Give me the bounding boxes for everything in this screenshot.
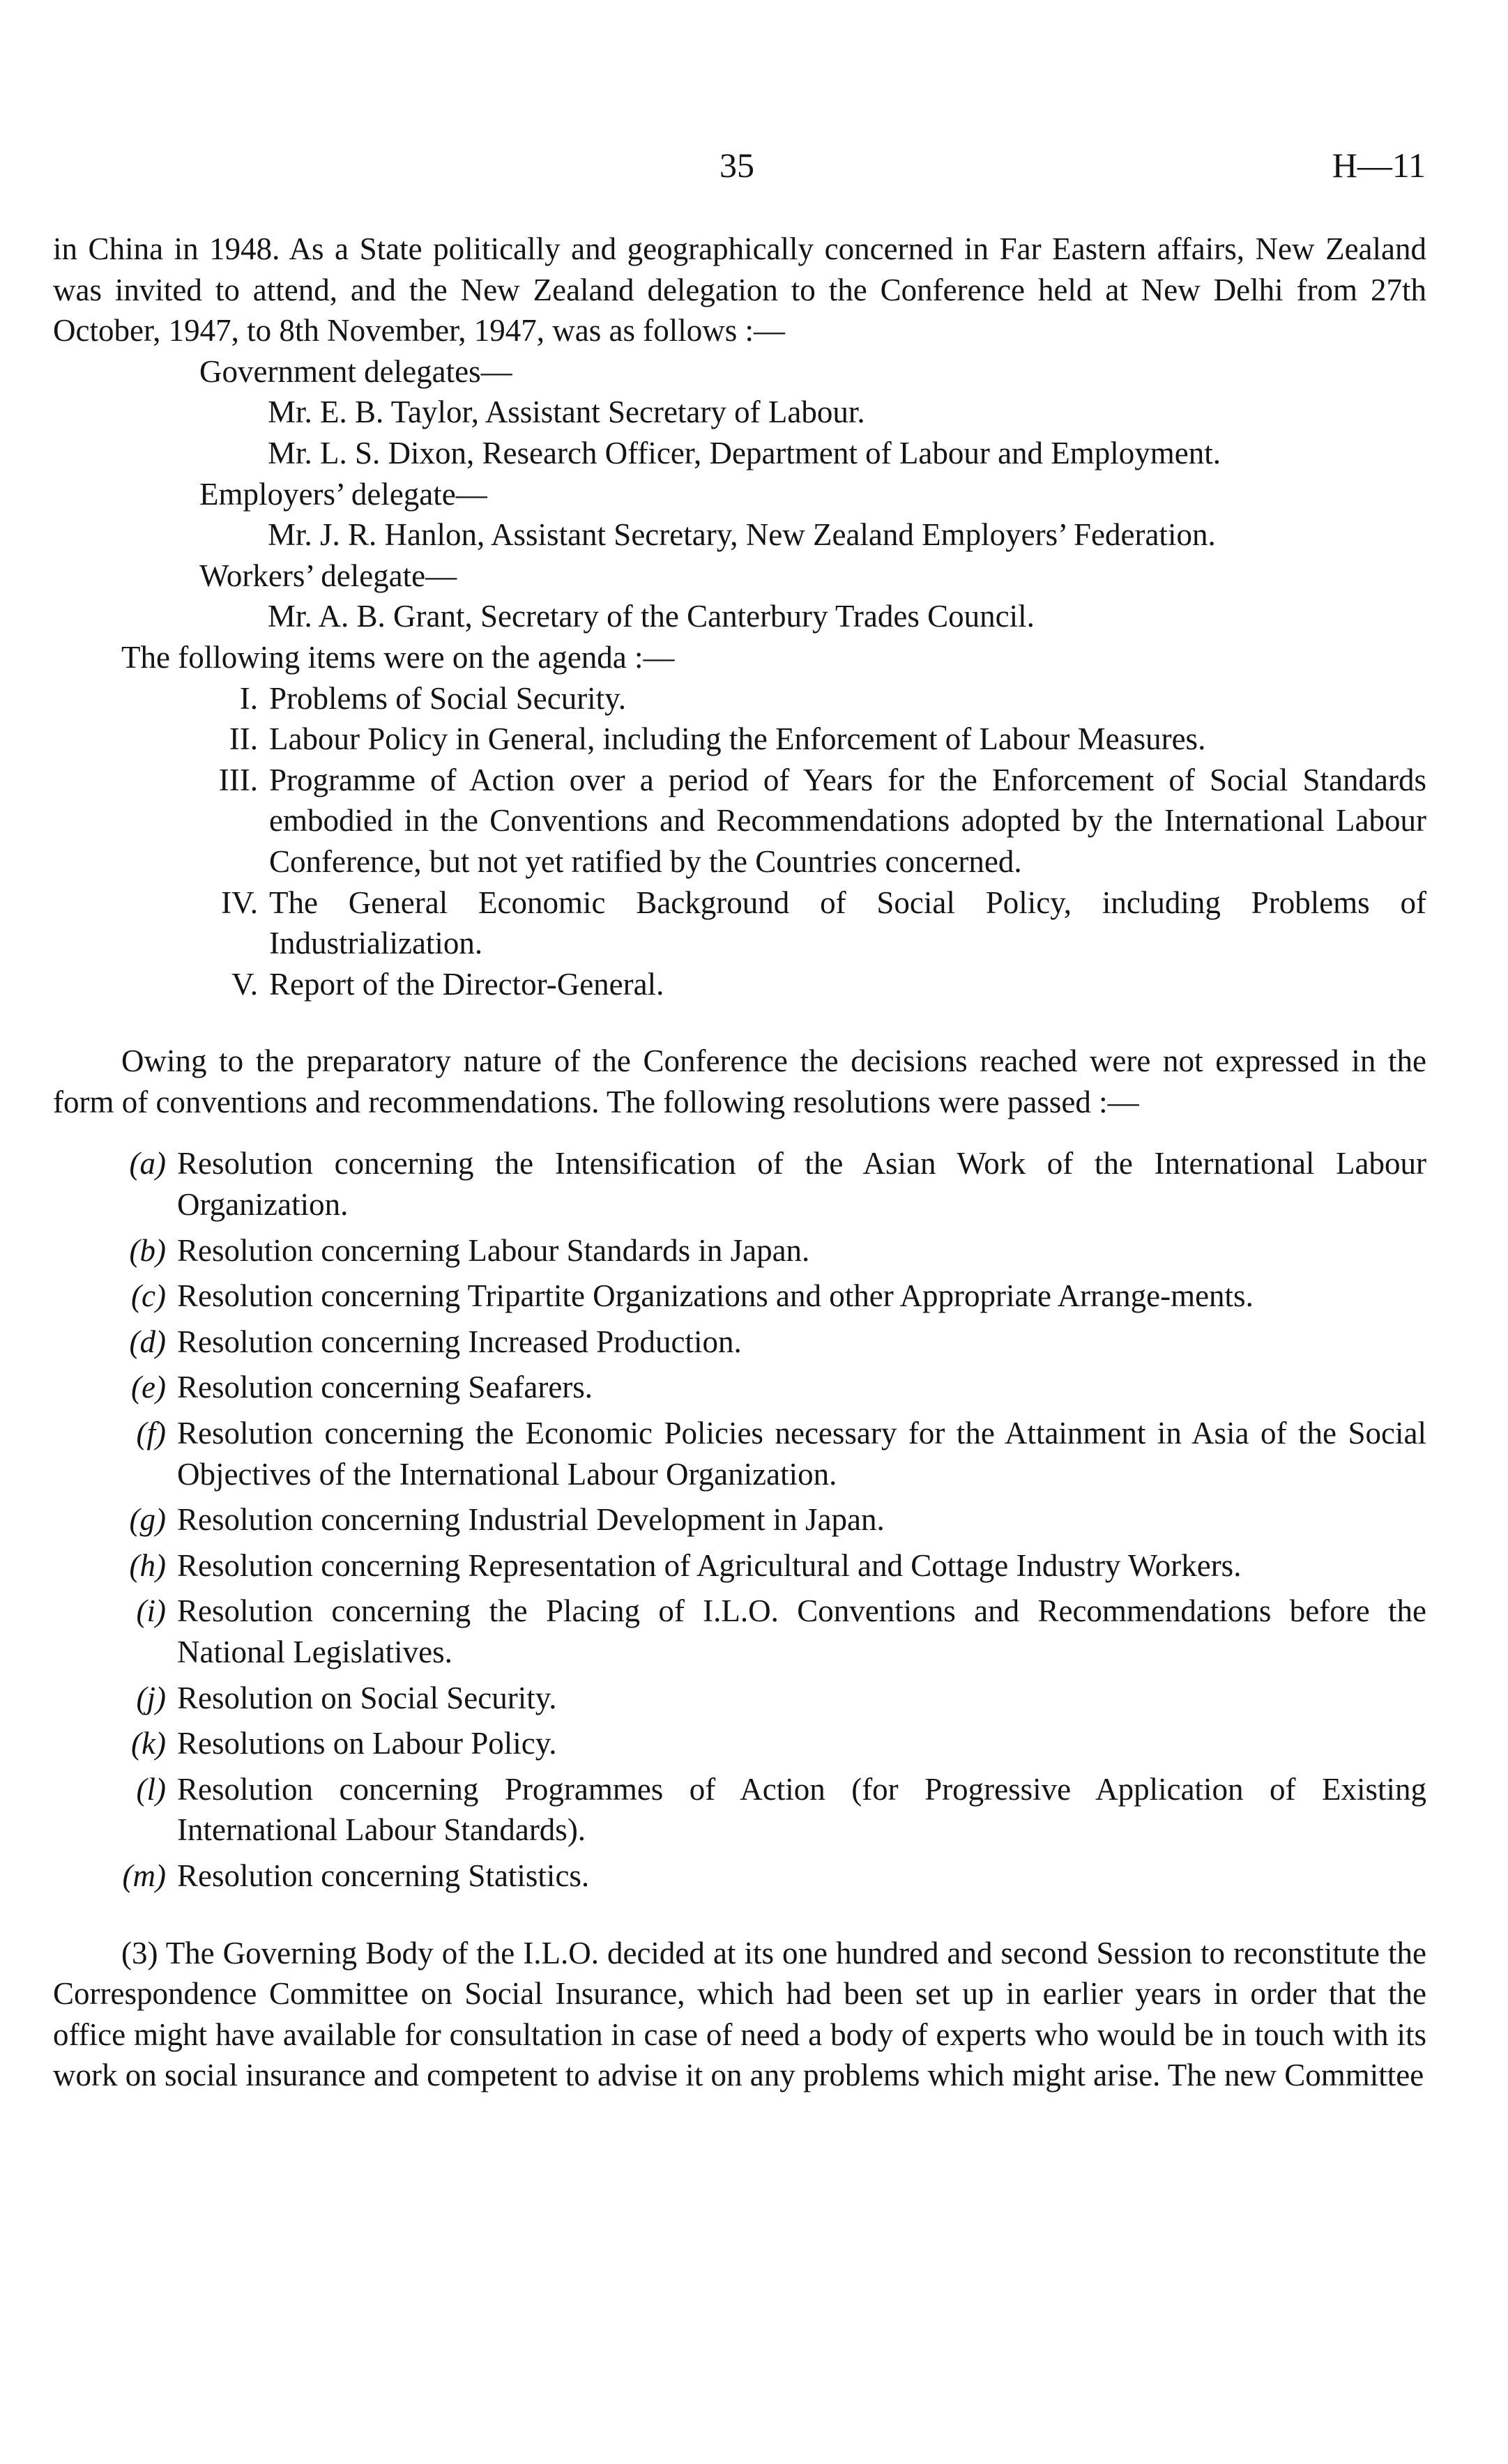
government-delegate: Mr. L. S. Dixon, Research Officer, Department of Labour and Employment. xyxy=(268,435,1221,470)
resolution-text: Resolution concerning Programmes of Action (for Progressive Application of Existing International Labour Standards). xyxy=(177,1771,1426,1848)
resolution-item xyxy=(53,1678,1426,1719)
resolution-text: Resolution concerning the Intensification of the Asian Work of the International Labour Organization. xyxy=(177,1146,1426,1223)
resolution-item xyxy=(53,1855,1426,1897)
employers-delegate-label: Employers’ delegate— xyxy=(199,476,487,512)
employers-delegate: Mr. J. R. Hanlon, Assistant Secretary, New Zealand Employers’ Federation. xyxy=(268,517,1216,553)
resolution-letter: (m) xyxy=(122,1858,166,1893)
agenda-item xyxy=(53,678,1426,719)
resolution-item xyxy=(53,1367,1426,1408)
resolution-text: Resolution concerning the Economic Policies necessary for the Attainment in Asia of the Social Objectives of the International Labour Organization. xyxy=(177,1416,1426,1492)
resolution-item xyxy=(53,1545,1426,1586)
resolution-letter: (l) xyxy=(136,1771,166,1807)
agenda-item-text: Labour Policy in General, including the Enforcement of Labour Measures. xyxy=(269,721,1206,757)
agenda-item xyxy=(53,760,1426,882)
agenda-item-text: The General Economic Background of Social Policy, including Problems of Industrialization. xyxy=(269,885,1426,961)
agenda-item-number: II. xyxy=(229,721,258,757)
resolution-text: Resolutions on Labour Policy. xyxy=(177,1726,557,1761)
resolution-item xyxy=(53,1591,1426,1672)
resolution-letter: (c) xyxy=(131,1278,166,1314)
agenda-item-number: III. xyxy=(218,762,258,797)
resolution-letter: (i) xyxy=(136,1593,166,1629)
intro-paragraph: in China in 1948. As a State politically and geographically concerned in Far Eastern affairs, New Zealand was invited to attend, and the New Zealand delegation to the Conference held at New Delhi from 27th October, 1947, to 8th November, 1947, was as follows :— xyxy=(53,231,1426,349)
resolutions-list xyxy=(53,1143,1426,1896)
closing-paragraph: (3) The Governing Body of the I.L.O. decided at its one hundred and second Session to reconstitute the Correspondence Committee on Social Insurance, which had been set up in earlier years in order that the office might have available for consultation in case of need a body of experts who would be in touch with its work on social insurance and competent to advise it on any problems which might arise. The new Committee xyxy=(53,1935,1426,2093)
resolution-item xyxy=(53,1499,1426,1540)
resolution-item xyxy=(53,1276,1426,1317)
agenda-item xyxy=(53,719,1426,760)
government-delegate: Mr. E. B. Taylor, Assistant Secretary of Labour. xyxy=(268,395,865,430)
resolution-text: Resolution concerning Labour Standards in Japan. xyxy=(177,1232,810,1268)
resolution-letter: (d) xyxy=(129,1324,166,1359)
resolution-item xyxy=(53,1413,1426,1494)
government-delegates-label: Government delegates— xyxy=(199,353,512,389)
workers-delegate-label: Workers’ delegate— xyxy=(199,558,457,593)
agenda-item-text: Report of the Director-General. xyxy=(269,966,664,1002)
resolution-letter: (b) xyxy=(129,1232,166,1268)
resolution-text: Resolution concerning Statistics. xyxy=(177,1858,590,1893)
resolution-item xyxy=(53,1143,1426,1225)
resolution-text: Resolution concerning the Placing of I.L.O. Conventions and Recommendations before the National Legislatives. xyxy=(177,1593,1426,1669)
resolution-text: Resolution on Social Security. xyxy=(177,1680,557,1715)
resolution-item xyxy=(53,1322,1426,1363)
resolution-letter: (e) xyxy=(131,1370,166,1405)
resolution-text: Resolution concerning Seafarers. xyxy=(177,1370,593,1405)
agenda-item xyxy=(53,882,1426,964)
document-reference: H—11 xyxy=(1332,146,1426,185)
resolution-item xyxy=(53,1230,1426,1271)
resolution-letter: (a) xyxy=(129,1146,166,1181)
resolution-item xyxy=(53,1769,1426,1851)
resolution-letter: (g) xyxy=(129,1502,166,1538)
page-header xyxy=(0,145,1508,194)
agenda-item-text: Programme of Action over a period of Years for the Enforcement of Social Standards embodied in the Conventions and Recommendations adopted by the International Labour Conference, but not yet ratified by the Countries concerned. xyxy=(269,762,1426,879)
resolution-letter: (k) xyxy=(131,1726,166,1761)
agenda-item-number: I. xyxy=(239,680,258,716)
agenda-item-text: Problems of Social Security. xyxy=(269,680,627,716)
resolution-text: Resolution concerning Tripartite Organizations and other Appropriate Arrange-ments. xyxy=(177,1278,1254,1314)
owing-paragraph: Owing to the preparatory nature of the Conference the decisions reached were not expressed in the form of conventions and recommendations. The following resolutions were passed :— xyxy=(53,1043,1426,1119)
resolution-text: Resolution concerning Industrial Development in Japan. xyxy=(177,1502,885,1538)
agenda-intro: The following items were on the agenda :— xyxy=(121,639,675,675)
resolution-letter: (f) xyxy=(136,1416,166,1451)
resolution-text: Resolution concerning Representation of Agricultural and Cottage Industry Workers. xyxy=(177,1547,1242,1583)
agenda-item-number: IV. xyxy=(221,885,258,920)
page-body xyxy=(53,229,1426,2096)
page-number: 35 xyxy=(719,146,754,185)
agenda-item xyxy=(53,964,1426,1005)
workers-delegate: Mr. A. B. Grant, Secretary of the Canterbury Trades Council. xyxy=(268,599,1035,634)
resolution-letter: (j) xyxy=(136,1680,166,1715)
resolution-item xyxy=(53,1723,1426,1764)
resolution-text: Resolution concerning Increased Production. xyxy=(177,1324,742,1359)
agenda-item-number: V. xyxy=(231,966,258,1002)
resolution-letter: (h) xyxy=(129,1547,166,1583)
